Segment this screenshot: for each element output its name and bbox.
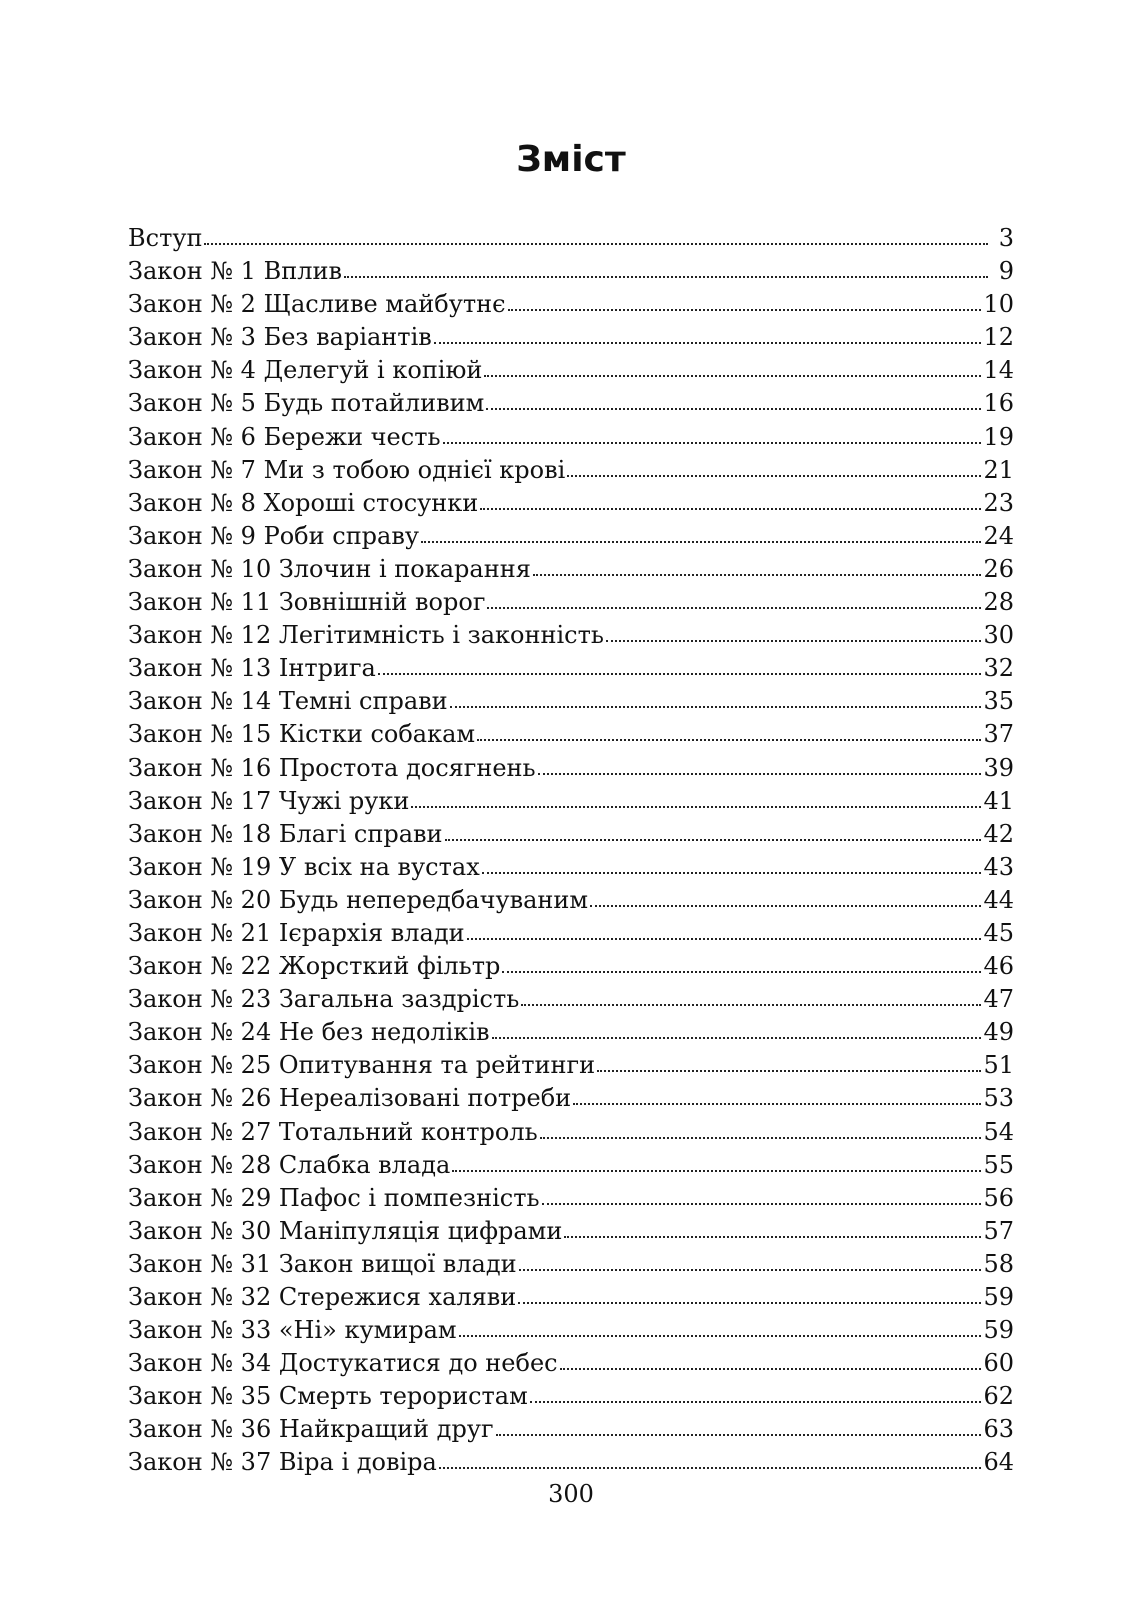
toc-entry (128, 619, 1014, 652)
toc-entry-page: 45 (983, 918, 1014, 947)
toc-entry (128, 1149, 1014, 1182)
toc-entry-page: 47 (983, 985, 1014, 1014)
toc-entry (128, 1182, 1014, 1215)
toc-entry-label: Закон № 35 Смерть терористам (128, 1382, 528, 1411)
toc-entry-page: 63 (983, 1415, 1014, 1444)
dot-leader (467, 936, 982, 940)
dot-leader (560, 1366, 982, 1370)
toc-entry-label: Закон № 23 Загальна заздрість (128, 985, 520, 1014)
toc-entry-page: 35 (983, 687, 1014, 716)
dot-leader (344, 274, 988, 278)
toc-entry-page: 10 (983, 290, 1014, 319)
toc-entry-page: 55 (983, 1150, 1014, 1179)
toc-entry (128, 652, 1014, 685)
toc-entry-label: Закон № 17 Чужі руки (128, 786, 410, 815)
toc-entry-page: 51 (983, 1051, 1014, 1080)
toc-entry-label: Закон № 26 Нереалізовані потреби (128, 1084, 572, 1113)
dot-leader (443, 440, 982, 444)
toc-entry-page: 24 (983, 521, 1014, 550)
dot-leader (590, 903, 981, 907)
toc-entry (128, 1082, 1014, 1115)
toc-entry-label: Закон № 6 Бережи честь (128, 422, 441, 451)
toc-entry-label: Закон № 30 Маніпуляція цифрами (128, 1216, 563, 1245)
toc-entry-label: Закон № 12 Легітимність і законність (128, 621, 604, 650)
toc-entry-page: 59 (983, 1316, 1014, 1345)
toc-entry-page: 44 (983, 885, 1014, 914)
dot-leader (204, 241, 988, 245)
toc-entry-label: Закон № 25 Опитування та рейтинги (128, 1051, 596, 1080)
toc-entry (128, 1446, 1014, 1479)
dot-leader (597, 1068, 981, 1072)
toc-entry-page: 3 (998, 224, 1014, 252)
toc-entry (128, 553, 1014, 586)
dot-leader (484, 373, 981, 377)
toc-entry-label: Закон № 33 «Ні» кумирам (128, 1316, 457, 1345)
dot-leader (378, 671, 982, 675)
dot-leader (459, 1333, 982, 1337)
toc-entry-label: Закон № 24 Не без недоліків (128, 1018, 490, 1047)
toc-entry (128, 421, 1014, 454)
toc-entry-page: 57 (983, 1216, 1014, 1245)
toc-entry-label: Закон № 7 Ми з тобою однієї крові (128, 455, 566, 484)
toc-entry-page: 21 (983, 455, 1014, 484)
toc-entry-page: 39 (983, 753, 1014, 782)
toc-entry-page: 23 (983, 488, 1014, 517)
dot-leader (538, 771, 982, 775)
toc-entry-page: 9 (998, 257, 1014, 286)
toc-entry-page: 60 (983, 1349, 1014, 1378)
toc-entry (128, 321, 1014, 354)
dot-leader (439, 1465, 982, 1469)
dot-leader (434, 340, 982, 344)
toc-entry (128, 884, 1014, 917)
toc-entry (128, 1281, 1014, 1314)
toc-entry-label: Закон № 15 Кістки собакам (128, 720, 476, 749)
toc-entry (128, 1248, 1014, 1281)
dot-leader (486, 406, 981, 410)
dot-leader (606, 638, 981, 642)
toc-entry (128, 851, 1014, 884)
toc-entry-label: Закон № 21 Ієрархія влади (128, 918, 465, 947)
toc-entry-page: 53 (983, 1084, 1014, 1113)
dot-leader (564, 1234, 981, 1238)
dot-leader (496, 1432, 982, 1436)
toc-entry (128, 288, 1014, 321)
dot-leader (518, 1300, 981, 1304)
toc-entry-label: Закон № 1 Вплив (128, 257, 342, 286)
toc-entry (128, 1116, 1014, 1149)
toc-entry (128, 255, 1014, 288)
toc-entry-label: Закон № 19 У всіх на вустах (128, 852, 480, 881)
toc-entry-label: Закон № 10 Злочин і покарання (128, 554, 531, 583)
toc-entry (128, 818, 1014, 851)
toc-entry-label: Закон № 28 Слабка влада (128, 1150, 451, 1179)
toc-entry-label: Закон № 16 Простота досягнень (128, 753, 536, 782)
toc-entry-label: Закон № 4 Делегуй і копіюй (128, 356, 483, 385)
toc-entry-page: 42 (983, 819, 1014, 848)
toc-entry-label: Закон № 22 Жорсткий фільтр (128, 952, 501, 981)
toc-entry-page: 26 (983, 554, 1014, 583)
dot-leader (567, 473, 981, 477)
toc-entry-page: 16 (983, 389, 1014, 418)
toc-entry-label: Закон № 18 Благі справи (128, 819, 443, 848)
toc-entry-page: 12 (983, 323, 1014, 352)
toc-entry-page: 28 (983, 588, 1014, 617)
toc-entry (128, 950, 1014, 983)
dot-leader (508, 307, 982, 311)
toc-entry-label: Закон № 13 Інтрига (128, 654, 376, 683)
toc-entry (128, 354, 1014, 387)
toc-entry-page: 32 (983, 654, 1014, 683)
toc-entry-label: Закон № 32 Стережися халяви (128, 1283, 517, 1311)
toc-entry (128, 1380, 1014, 1413)
dot-leader (530, 1399, 982, 1403)
toc-entry-page: 41 (983, 786, 1014, 815)
dot-leader (573, 1101, 981, 1105)
toc-entry-label: Закон № 8 Хороші стосунки (128, 488, 479, 517)
toc-entry-page: 58 (983, 1249, 1014, 1278)
toc-entry-label: Закон № 27 Тотальний контроль (128, 1117, 538, 1146)
toc-entry (128, 1016, 1014, 1049)
toc-entry (128, 1347, 1014, 1380)
dot-leader (519, 1267, 982, 1271)
toc-entry-page: 64 (983, 1448, 1014, 1477)
toc-entry (128, 718, 1014, 751)
toc-entry (128, 917, 1014, 950)
toc-entry-label: Закон № 9 Роби справу (128, 521, 419, 550)
toc-entry (128, 685, 1014, 718)
toc-entry (128, 387, 1014, 420)
toc-entry-label: Закон № 31 Закон вищої влади (128, 1249, 517, 1278)
toc-entry-page: 37 (983, 720, 1014, 749)
dot-leader (411, 804, 981, 808)
toc-entry-label: Закон № 3 Без варіантів (128, 323, 432, 352)
page-title: Зміст (516, 139, 626, 180)
toc-entry-label: Закон № 37 Віра і довіра (128, 1448, 437, 1477)
toc-entry-label: Закон № 2 Щасливе майбутнє (128, 290, 506, 319)
dot-leader (421, 539, 981, 543)
toc-entry (128, 785, 1014, 818)
toc-entry-page: 46 (983, 952, 1014, 981)
toc-entry-page: 56 (983, 1183, 1014, 1212)
toc-entry (128, 1413, 1014, 1446)
toc-entry-label: Закон № 11 Зовнішній ворог (128, 588, 486, 617)
toc-entry-page: 30 (983, 621, 1014, 650)
toc-entry (128, 1314, 1014, 1347)
toc-entry (128, 520, 1014, 553)
dot-leader (487, 605, 981, 609)
toc-entry-page: 59 (983, 1283, 1014, 1311)
toc-entry (128, 752, 1014, 785)
toc-entry-page: 62 (983, 1382, 1014, 1411)
toc-entry-page: 14 (983, 356, 1014, 385)
dot-leader (521, 1002, 981, 1006)
dot-leader (452, 1168, 981, 1172)
page-number: 300 (548, 1480, 594, 1508)
toc-entry-label: Закон № 29 Пафос і помпезність (128, 1183, 540, 1212)
toc-entry (128, 1215, 1014, 1248)
dot-leader (445, 837, 982, 841)
dot-leader (533, 572, 982, 576)
toc-entry-page: 54 (983, 1117, 1014, 1146)
toc-entry-label: Закон № 14 Темні справи (128, 687, 448, 716)
dot-leader (502, 969, 981, 973)
toc-entry-label: Закон № 20 Будь непередбачуваним (128, 885, 589, 914)
toc-entry-page: 49 (983, 1018, 1014, 1047)
dot-leader (540, 1135, 982, 1139)
dot-leader (477, 737, 981, 741)
toc-entry (128, 222, 1014, 255)
toc-entry (128, 487, 1014, 520)
table-of-contents (128, 222, 1014, 1480)
dot-leader (542, 1201, 982, 1205)
toc-entry-label: Закон № 34 Достукатися до небес (128, 1349, 558, 1378)
toc-entry (128, 1049, 1014, 1082)
dot-leader (482, 870, 982, 874)
toc-entry-page: 19 (983, 422, 1014, 451)
dot-leader (480, 506, 981, 510)
toc-entry-label: Закон № 36 Найкращий друг (128, 1415, 494, 1444)
toc-entry (128, 586, 1014, 619)
dot-leader (492, 1035, 982, 1039)
toc-entry-label: Закон № 5 Будь потайливим (128, 389, 485, 418)
toc-entry-label: Вступ (128, 224, 203, 252)
toc-entry-page: 43 (983, 852, 1014, 881)
toc-entry (128, 454, 1014, 487)
toc-entry (128, 983, 1014, 1016)
dot-leader (450, 704, 982, 708)
